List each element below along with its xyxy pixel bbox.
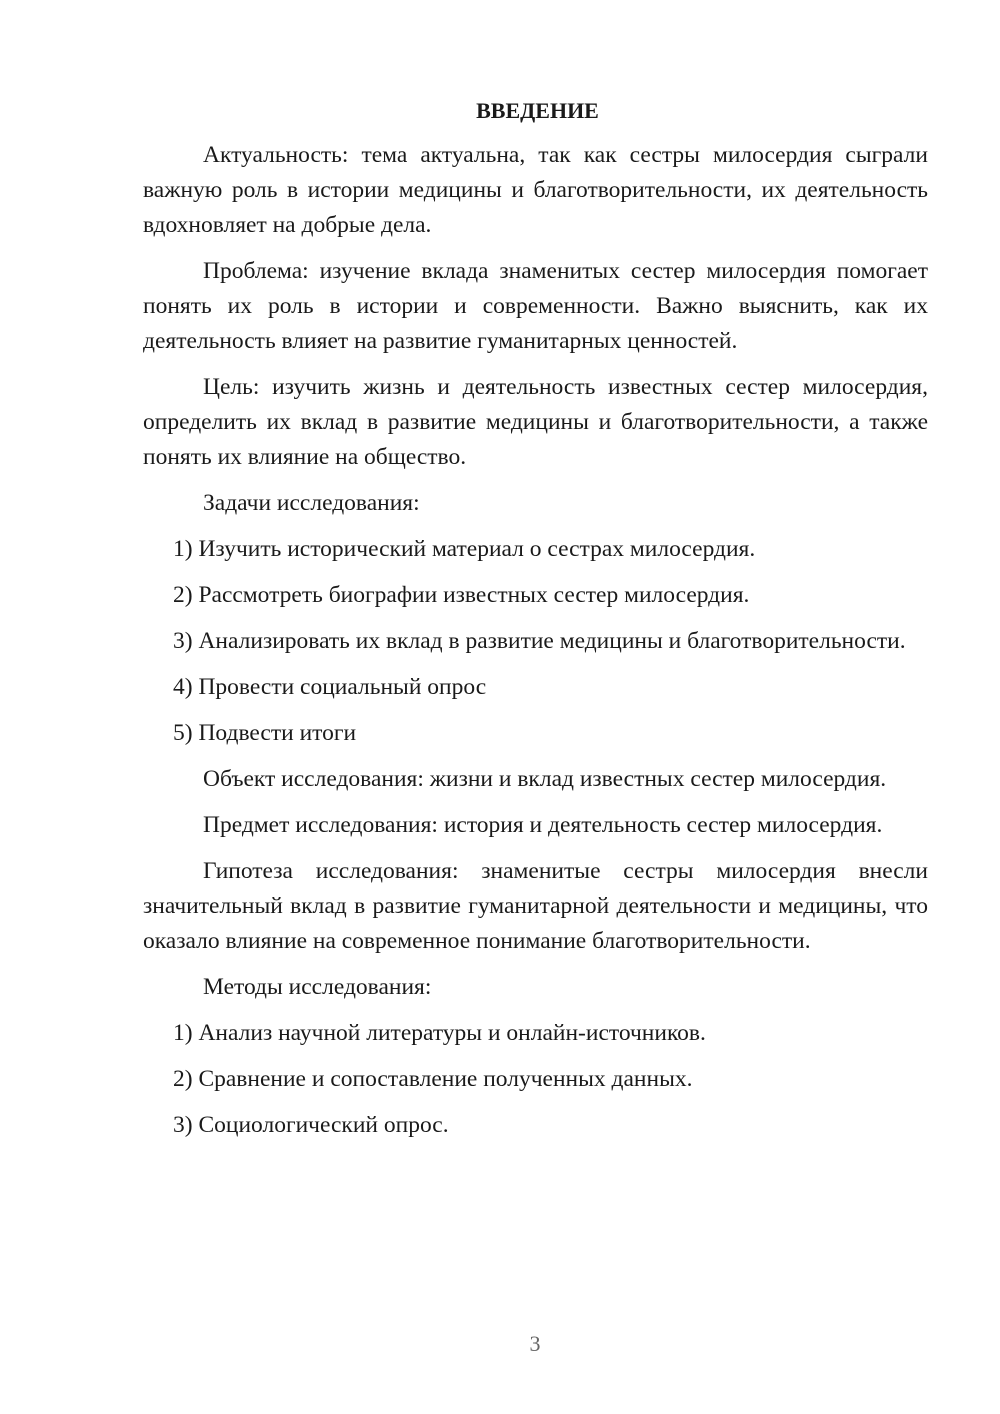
task-item: 2) Рассмотреть биографии известных сестер милосердия. — [173, 582, 750, 608]
task-item: 3) Анализировать их вклад в развитие медицины и благотворительности. — [173, 628, 906, 654]
methods-heading: Методы исследования: — [203, 974, 432, 1000]
method-item: 2) Сравнение и сопоставление полученных данных. — [173, 1066, 693, 1092]
hypothesis-paragraph: Гипотеза исследования: знаменитые сестры милосердия внесли значительный вклад в развитие гуманитарной деятельности и медицины, что оказало влияние на современное понимание благотворительности. — [143, 858, 928, 954]
tasks-heading: Задачи исследования: — [203, 490, 420, 516]
subject-paragraph: Предмет исследования: история и деятельность сестер милосердия. — [203, 812, 883, 838]
page-number: 3 — [529, 1331, 541, 1356]
object-paragraph: Объект исследования: жизни и вклад известных сестер милосердия. — [203, 766, 887, 792]
method-item: 3) Социологический опрос. — [173, 1112, 449, 1138]
task-item: 4) Провести социальный опрос — [173, 674, 487, 700]
problem-paragraph: Проблема: изучение вклада знаменитых сестер милосердия помогает понять их роль в истории и современности. Важно выяснить, как их деятельность влияет на развитие гуманитарных ценностей. — [143, 258, 928, 354]
method-item: 1) Анализ научной литературы и онлайн-источников. — [173, 1020, 706, 1046]
page-title: ВВЕДЕНИЕ — [476, 98, 599, 123]
task-item: 5) Подвести итоги — [173, 720, 357, 746]
document-body — [143, 93, 928, 1154]
relevance-paragraph: Актуальность: тема актуальна, так как сестры милосердия сыграли важную роль в истории медицины и благотворительности, их деятельность вдохновляет на добрые дела. — [143, 142, 928, 238]
goal-paragraph: Цель: изучить жизнь и деятельность известных сестер милосердия, определить их вклад в развитие медицины и благотворительности, а также понять их влияние на общество. — [143, 374, 928, 470]
task-item: 1) Изучить исторический материал о сестрах милосердия. — [173, 536, 756, 562]
